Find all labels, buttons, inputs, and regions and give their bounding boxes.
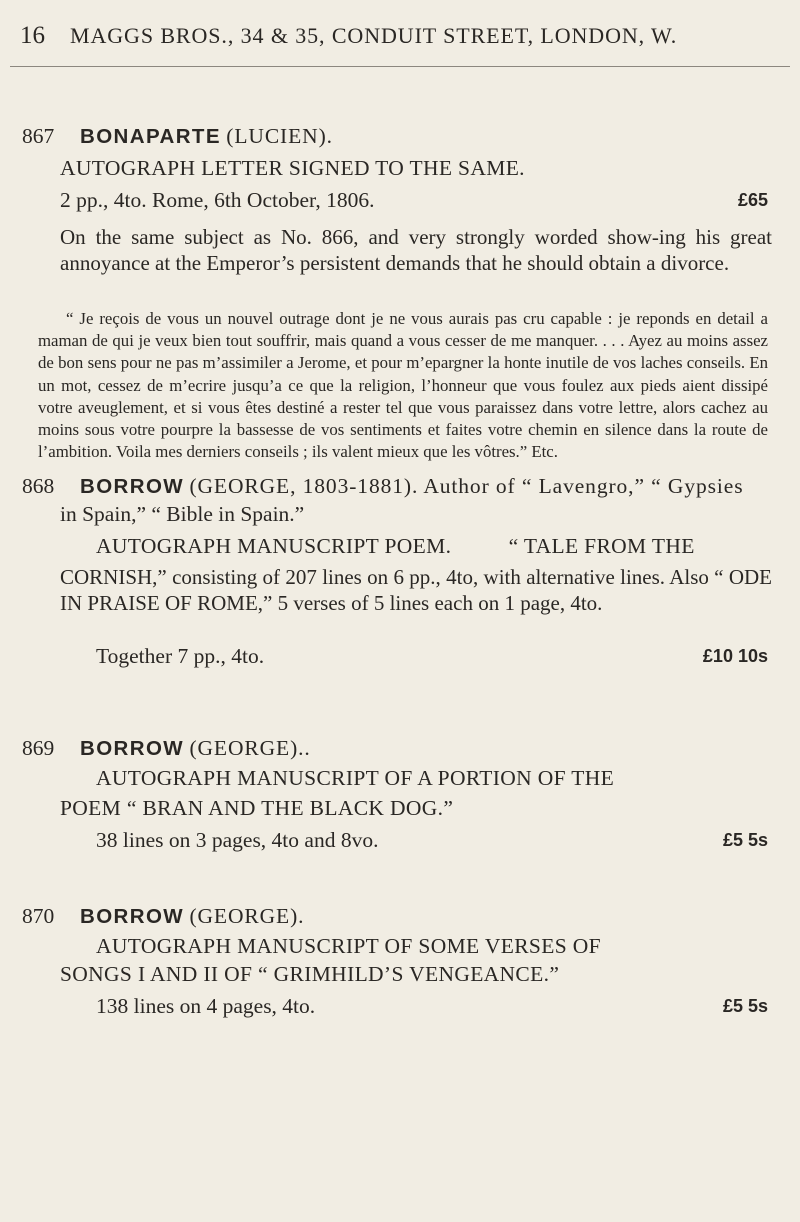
lot-author-rest: (GEORGE).. (189, 736, 311, 760)
lot-title-line-2: SONGS I AND II OF “ GRIMHILD’S VENGEANCE.” (60, 962, 560, 986)
lot-title-line-2: POEM “ BRAN AND THE BLACK DOG.” (60, 796, 454, 820)
lot-title: AUTOGRAPH MANUSCRIPT POEM. “ TALE FROM THE (96, 534, 695, 558)
lot-number: 867 (22, 124, 55, 148)
lot-number: 870 (22, 904, 55, 928)
lot-details: 2 pp., 4to. Rome, 6th October, 1806. (60, 188, 375, 212)
lot-author: BORROW (80, 737, 185, 760)
lot-note (60, 224, 772, 276)
lot-price: £5 5s (722, 830, 768, 850)
lot-title-line-1: AUTOGRAPH MANUSCRIPT OF A PORTION OF THE (96, 766, 615, 790)
lot-author-rest: (GEORGE, 1803-1881). Author of “ Lavengro,” “ Gypsies (189, 474, 744, 498)
lot-description (60, 564, 772, 616)
page-number: 16 (20, 22, 45, 49)
lot-quote-text: “ Je reçois de vous un nouvel outrage dont je ne vous aurais pas cru capable : je reponds en detail a maman de qui je veux bien tout souffrir, mais quand a vous cesser de me manquer. . . . Ayez au moins assez de bon sens pour ne pas m’assimiler a Jerome, et pour m’epargner la honte inutile de vos laches conseils. En un mot, cessez de m’ecrire jusqu’a ce que la religion, l’honneur que vous foulez aux pieds aient dissipé votre aveuglement, et si vous êtes destiné a rester tel que vous paraissez dans votre lettre, alors cachez au moins sous votre pourpre la bassesse de vos sentiments et faites votre chemin en silence dans la route de l’ambition. Voila mes derniers conseils ; ils valent mieux que les vôtres.” Etc. (38, 309, 768, 462)
lot-author-line (80, 474, 743, 499)
lot-number: 869 (22, 736, 55, 760)
lot-author-line (80, 904, 304, 929)
lot-details: Together 7 pp., 4to. (96, 644, 265, 668)
lot-details: 38 lines on 3 pages, 4to and 8vo. (96, 828, 379, 852)
running-head: MAGGS BROS., 34 & 35, CONDUIT STREET, LONDON, W. (70, 23, 678, 48)
lot-details: 138 lines on 4 pages, 4to. (96, 994, 316, 1018)
lot-price: £65 (737, 190, 768, 210)
lot-quote (38, 308, 768, 463)
lot-author: BORROW (80, 475, 185, 498)
lot-author-rest: (LUCIEN). (226, 124, 333, 148)
lot-title-line-1: AUTOGRAPH MANUSCRIPT OF SOME VERSES OF (96, 934, 601, 958)
lot-author: BORROW (80, 905, 185, 928)
lot-author: BONAPARTE (80, 125, 221, 148)
lot-title: AUTOGRAPH LETTER SIGNED TO THE SAME. (60, 156, 525, 180)
lot-author-line (80, 736, 311, 761)
lot-price: £10 10s (702, 646, 768, 666)
lot-author-line (80, 124, 333, 149)
lot-note-text: On the same subject as No. 866, and very strongly worded show-ing his great annoyance at the Emperor’s persistent demands that he should obtain a divorce. (60, 225, 772, 275)
lot-number: 868 (22, 474, 55, 498)
lot-author-line-2: in Spain,” “ Bible in Spain.” (60, 502, 305, 526)
header-rule (10, 66, 790, 67)
lot-description-text: CORNISH,” consisting of 207 lines on 6 pp., 4to, with alternative lines. Also “ ODE IN PRAISE OF ROME,” 5 verses of 5 lines each on 1 page, 4to. (60, 565, 772, 615)
page-header (10, 22, 790, 56)
lot-price: £5 5s (722, 996, 768, 1016)
lot-author-rest: (GEORGE). (189, 904, 305, 928)
